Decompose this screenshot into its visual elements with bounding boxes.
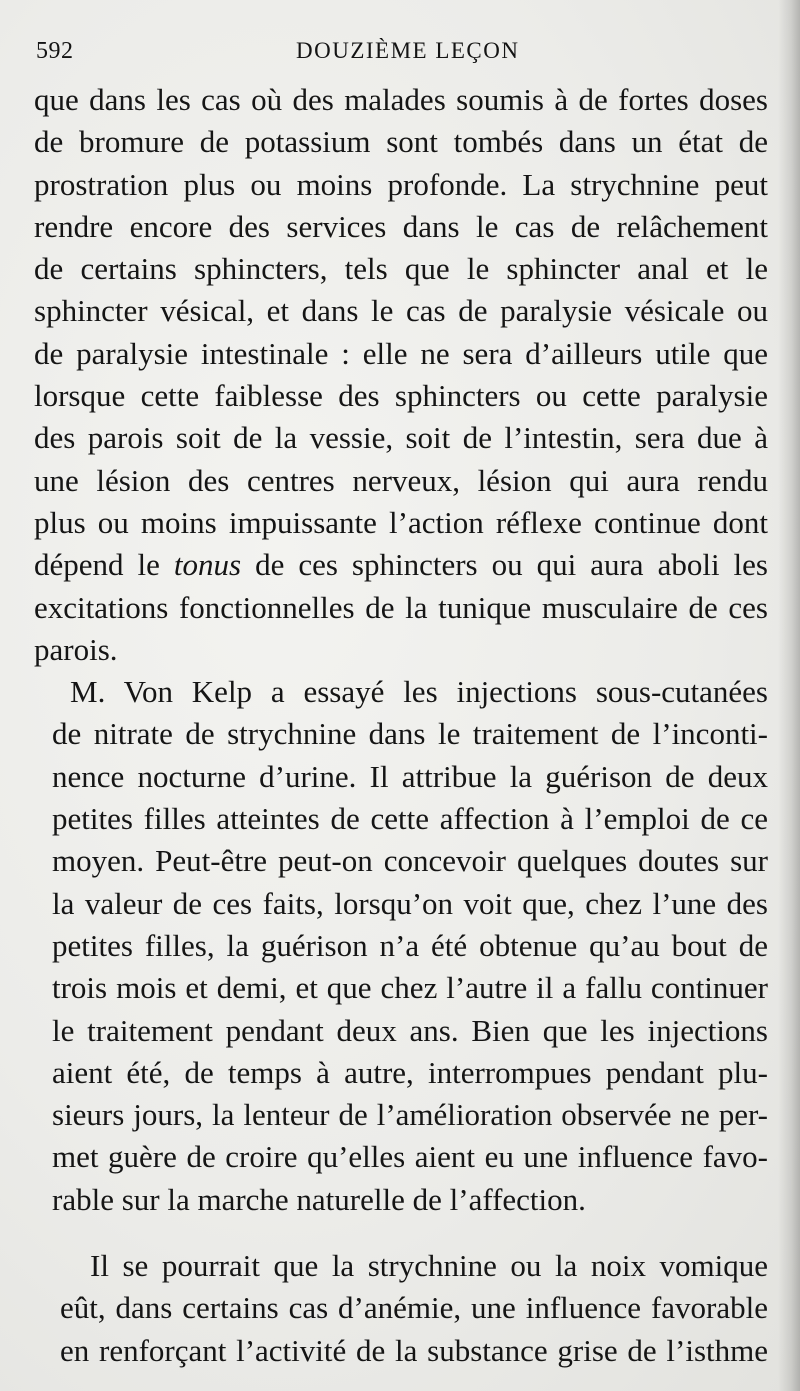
text-line: met guère de croire qu’elles aient eu une influence favo- (52, 1139, 768, 1175)
text-line: excitations fonctionnelles de la tunique musculaire de ces (34, 589, 768, 625)
text-line: de certains sphincters, tels que le sphincter anal et le (34, 251, 768, 287)
text-line: rable sur la marche naturelle de l’affection. (52, 1181, 586, 1217)
text-line: parois. (34, 631, 118, 667)
text-line: des parois soit de la vessie, soit de l’intestin, sera due à (34, 420, 768, 456)
text-line: eût, dans certains cas d’anémie, une influence favorable (60, 1290, 768, 1326)
text-line: sphincter vésical, et dans le cas de paralysie vésicale ou (34, 293, 768, 329)
text-line: plus ou moins impuissante l’action réflexe continue dont (34, 504, 768, 540)
text-line: nence nocturne d’urine. Il attribue la guérison de deux (52, 758, 768, 794)
text-line: petites filles, la guérison n’a été obtenue qu’au bout de (52, 927, 768, 963)
text-line: Il se pourrait que la strychnine ou la noix vomique (90, 1248, 768, 1284)
page-number: 592 (36, 38, 74, 64)
text-line-tonus (34, 544, 768, 586)
text-line: la valeur de ces faits, lorsqu’on voit que, chez l’une des (52, 885, 768, 921)
text-line: en renforçant l’activité de la substance grise de l’isthme (60, 1332, 768, 1368)
text-line: une lésion des centres nerveux, lésion qui aura rendu (34, 462, 768, 498)
text-line: de nitrate de strychnine dans le traitement de l’inconti- (52, 716, 768, 752)
text-line: prostration plus ou moins profonde. La strychnine peut (34, 166, 768, 202)
text-line: petites filles atteintes de cette affection à l’emploi de ce (52, 801, 768, 837)
paragraph-gap (34, 1221, 768, 1245)
italic-term: tonus (173, 547, 242, 583)
text-segment: de ces sphincters ou qui aura aboli les (241, 547, 768, 583)
text-line: moyen. Peut-être peut-on concevoir quelques doutes sur (52, 843, 768, 879)
text-line: rendre encore des services dans le cas de relâchement (34, 208, 768, 244)
text-line: trois mois et demi, et que chez l’autre il a fallu continuer (52, 970, 768, 1006)
text-line: le traitement pendant deux ans. Bien que les injections (52, 1012, 768, 1048)
text-line: aient été, de temps à autre, interrompues pendant plu- (52, 1054, 768, 1090)
text-line: que dans les cas où des malades soumis à de fortes doses (34, 82, 768, 117)
body-text (34, 79, 768, 1372)
text-line: de paralysie intestinale : elle ne sera d’ailleurs utile que (34, 335, 768, 371)
text-line: lorsque cette faiblesse des sphincters ou cette paralysie (34, 378, 768, 414)
text-segment: dépend le (34, 547, 174, 583)
text-line: M. Von Kelp a essayé les injections sous-cutanées (70, 674, 768, 710)
page-edge-shadow (778, 0, 800, 1391)
text-line: sieurs jours, la lenteur de l’amélioration observée ne per- (52, 1097, 768, 1133)
page-header (36, 38, 766, 78)
running-title: DOUZIÈME LEÇON (296, 38, 520, 63)
text-line: de bromure de potassium sont tombés dans un état de (34, 124, 768, 160)
